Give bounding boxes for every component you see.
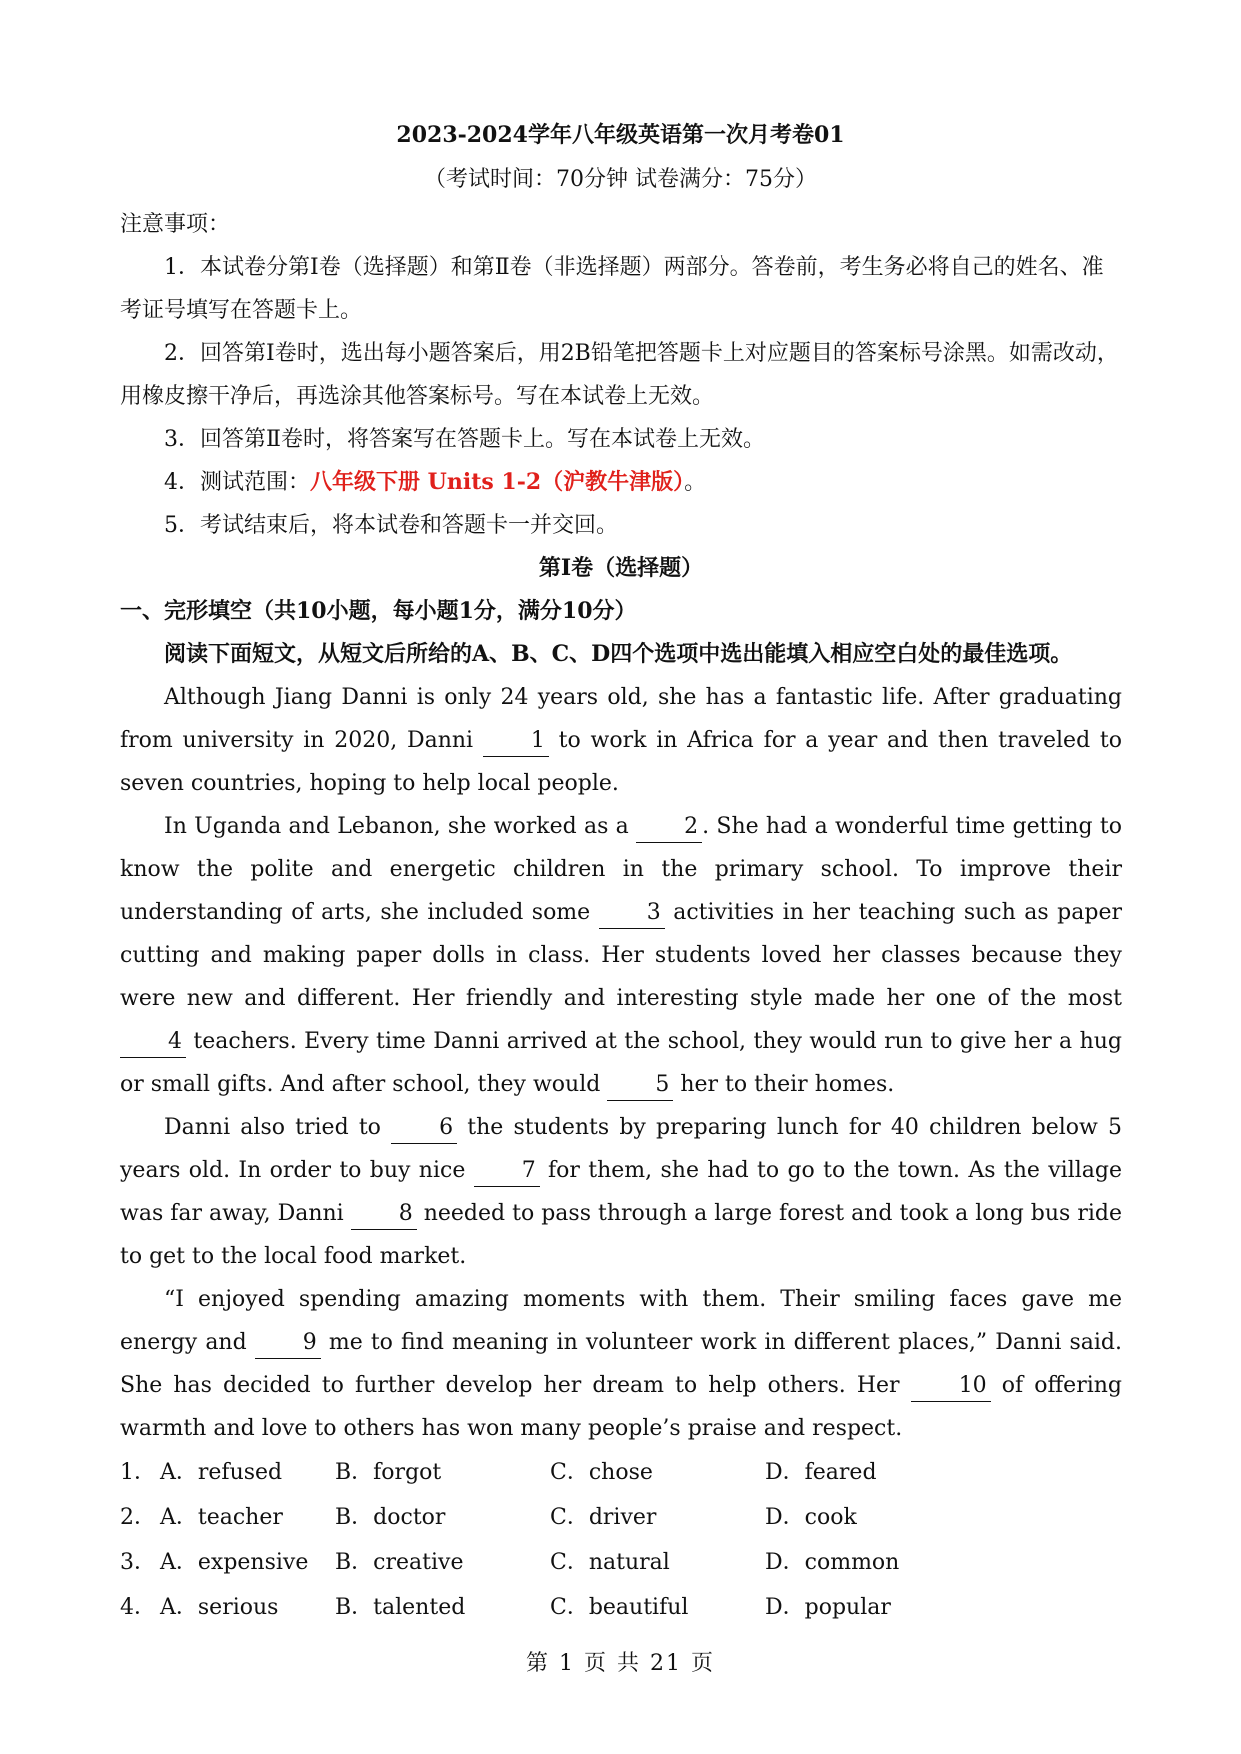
- note-4: [120, 461, 1122, 504]
- passage-text: Danni also tried to: [164, 1115, 392, 1140]
- option-d: D．popular: [765, 1595, 891, 1620]
- note-2: 2．回答第Ⅰ卷时，选出每小题答案后，用2B铅笔把答题卡上对应题目的答案标号涂黑。如需改动，用橡皮擦干净后，再选涂其他答案标号。写在本试卷上无效。: [120, 341, 1119, 409]
- question-number: 2．: [120, 1505, 156, 1530]
- blank-8: 8: [351, 1199, 417, 1230]
- section-title: 第Ⅰ卷（选择题）: [538, 555, 704, 581]
- question-row: [120, 1495, 1122, 1540]
- blank-7: 7: [474, 1156, 540, 1187]
- passage-paragraph-2: [120, 805, 1122, 1106]
- blank-9: 9: [255, 1328, 321, 1359]
- option-d: D．common: [765, 1550, 900, 1575]
- option-c: C．driver: [550, 1505, 657, 1530]
- blank-3: 3: [599, 898, 665, 929]
- option-b: B．forgot: [335, 1460, 442, 1485]
- note-1: 1．本试卷分第Ⅰ卷（选择题）和第Ⅱ卷（非选择题）两部分。答卷前，考生务必将自己的姓名、准考证号填写在答题卡上。: [120, 255, 1104, 323]
- question-row: [120, 1585, 1122, 1630]
- part1-instruction: 阅读下面短文，从短文后所给的A、B、C、D四个选项中选出能填入相应空白处的最佳选项。: [164, 641, 1073, 667]
- exam-title: 2023-2024学年八年级英语第一次月考卷01: [396, 122, 845, 148]
- passage-text: needed to pass through a large forest and took a long bus ride to get to the local food market.: [120, 1201, 1122, 1269]
- question-number: 3．: [120, 1550, 156, 1575]
- note-5: 5．考试结束后，将本试卷和答题卡一并交回。: [164, 513, 618, 538]
- option-a: A．expensive: [160, 1550, 309, 1575]
- passage-text: teachers. Every time Danni arrived at the school, they would run to give her a hug or small gifts. And after school, they would: [120, 1029, 1122, 1097]
- passage-text: . She had a wonderful time getting to know the polite and energetic children in the primary school. To improve their understanding of arts, she included some: [120, 814, 1122, 925]
- option-c: C．chose: [550, 1460, 653, 1485]
- passage-paragraph-1: [120, 676, 1122, 805]
- exam-subtitle: （考试时间：70分钟 试卷满分：75分）: [424, 167, 817, 192]
- passage-text: for them, she had to go to the town. As the village was far away, Danni: [120, 1158, 1123, 1226]
- notes-heading: 注意事项：: [120, 212, 231, 237]
- option-a: A．teacher: [160, 1505, 283, 1530]
- option-d: D．feared: [765, 1460, 877, 1485]
- passage-paragraph-3: [120, 1106, 1122, 1278]
- test-scope: 八年级下册 Units 1-2（沪教牛津版）: [310, 469, 685, 495]
- option-a: A．serious: [160, 1595, 279, 1620]
- blank-6: 6: [391, 1113, 457, 1144]
- blank-2: 2: [636, 812, 702, 843]
- passage-text: of offering warmth and love to others has won many people’s praise and respect.: [120, 1373, 1122, 1441]
- blank-10: 10: [911, 1371, 991, 1402]
- question-options: [120, 1450, 1122, 1630]
- note-3: 3．回答第Ⅱ卷时，将答案写在答题卡上。写在本试卷上无效。: [164, 427, 765, 452]
- option-b: B．doctor: [335, 1505, 446, 1530]
- blank-5: 5: [607, 1070, 673, 1101]
- passage-text: In Uganda and Lebanon, she worked as a: [164, 814, 637, 839]
- option-b: B．creative: [335, 1550, 464, 1575]
- note-4-suffix: 。: [684, 470, 707, 495]
- option-c: C．beautiful: [550, 1595, 689, 1620]
- page-footer: 第 1 页 共 21 页: [526, 1651, 715, 1676]
- passage-text: activities in her teaching such as paper cutting and making paper dolls in class. Her students loved her classes because they were new and different. Her friendly and interesting style made her one of the most: [120, 900, 1122, 1011]
- option-c: C．natural: [550, 1550, 670, 1575]
- question-number: 4．: [120, 1595, 156, 1620]
- option-b: B．talented: [335, 1595, 466, 1620]
- option-a: A．refused: [160, 1460, 283, 1485]
- passage-text: me to find meaning in volunteer work in different places,” Danni said. She has decided to further develop her dream to help others. Her: [120, 1330, 1122, 1398]
- question-row: [120, 1450, 1122, 1495]
- question-row: [120, 1540, 1122, 1585]
- passage-text: Although Jiang Danni is only 24 years old, she has a fantastic life. After graduating from university in 2020, Danni: [120, 685, 1122, 753]
- option-d: D．cook: [765, 1505, 857, 1530]
- note-4-prefix: 4．测试范围：: [164, 470, 310, 495]
- passage-text: “I enjoyed spending amazing moments with them. Their smiling faces gave me energy and: [120, 1287, 1122, 1355]
- blank-4: 4: [120, 1027, 186, 1058]
- question-number: 1．: [120, 1460, 156, 1485]
- blank-1: 1: [483, 726, 549, 757]
- part1-heading: 一、完形填空（共10小题，每小题1分，满分10分）: [120, 598, 637, 624]
- passage-text: to work in Africa for a year and then traveled to seven countries, hoping to help local people.: [120, 728, 1123, 796]
- exam-content: [120, 203, 1122, 1630]
- passage-text: her to their homes.: [673, 1072, 895, 1097]
- passage-text: the students by preparing lunch for 40 children below 5 years old. In order to buy nice: [120, 1115, 1123, 1183]
- passage-paragraph-4: [120, 1278, 1122, 1450]
